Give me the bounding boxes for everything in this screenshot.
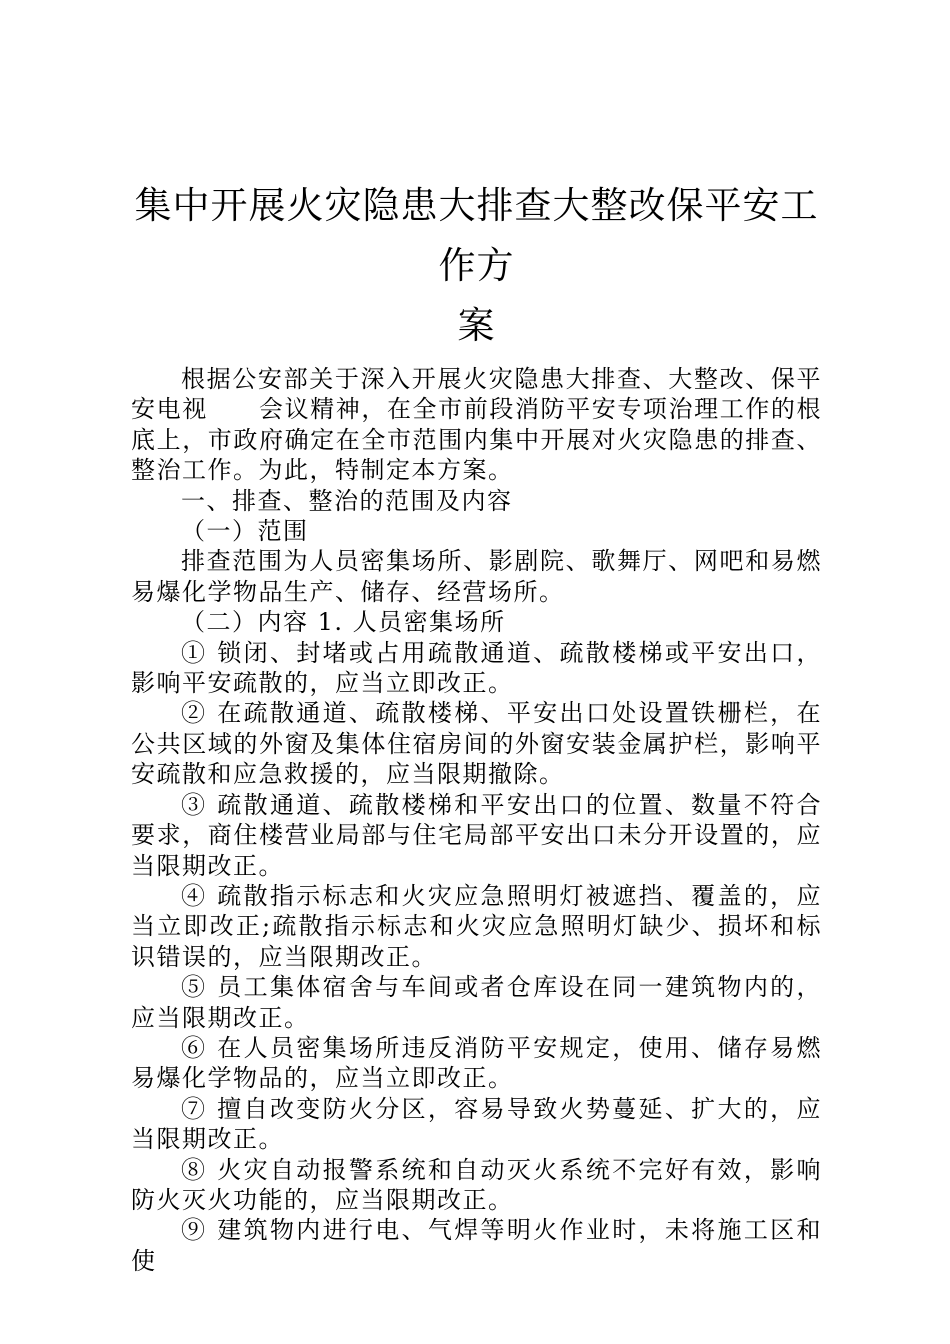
list-item: ③ 疏散通道、疏散楼梯和平安出口的位置、数量不符合要求，商住楼营业局部与住宅局部平安出口未分开设置的，应当限期改正。: [131, 790, 822, 880]
list-item: ④ 疏散指示标志和火灾应急照明灯被遮挡、覆盖的，应当立即改正;疏散指示标志和火灾应急照明灯缺少、损坏和标识错误的，应当限期改正。: [131, 881, 822, 971]
title-line-2: 案: [457, 304, 496, 347]
title-line-1: 集中开展火灾隐患大排查大整改保平安工作方: [134, 184, 819, 287]
document-body: [131, 364, 822, 1276]
list-item: ② 在疏散通道、疏散楼梯、平安出口处设置铁栅栏，在公共区域的外窗及集体住宿房间的外窗安装金属护栏，影响平安疏散和应急救援的，应当限期撤除。: [131, 699, 822, 789]
list-item: ⑨ 建筑物内进行电、气焊等明火作业时，未将施工区和使: [131, 1216, 822, 1275]
list-item: ⑥ 在人员密集场所违反消防平安规定，使用、储存易燃易爆化学物品的，应当立即改正。: [131, 1033, 822, 1093]
content-heading: （二）内容 1. 人员密集场所: [181, 608, 506, 637]
list-item: ⑤ 员工集体宿舍与车间或者仓库设在同一建筑物内的，应当限期改正。: [131, 973, 822, 1032]
scope-paragraph: 排查范围为人员密集场所、影剧院、歌舞厅、网吧和易燃易爆化学物品生产、储存、经营场所。: [131, 547, 822, 606]
list-item: ⑧ 火灾自动报警系统和自动灭火系统不完好有效，影响防火灭火功能的，应当限期改正。: [131, 1155, 822, 1214]
list-item: ① 锁闭、封堵或占用疏散通道、疏散楼梯或平安出口，影响平安疏散的，应当立即改正。: [131, 638, 822, 698]
document-title: [125, 176, 828, 356]
scope-heading: （一）范围: [181, 517, 309, 546]
intro-paragraph: 根据公安部关于深入开展火灾隐患大排查、大整改、保平安电视 会议精神，在全市前段消防平安专项治理工作的根底上，市政府确定在全市范围内集中开展对火灾隐患的排查、整治工作。为此，特制定本方案。: [131, 365, 822, 485]
list-item: ⑦ 擅自改变防火分区，容易导致火势蔓延、扩大的，应当限期改正。: [131, 1094, 822, 1154]
section-heading: 一、排查、整治的范围及内容: [181, 486, 513, 515]
